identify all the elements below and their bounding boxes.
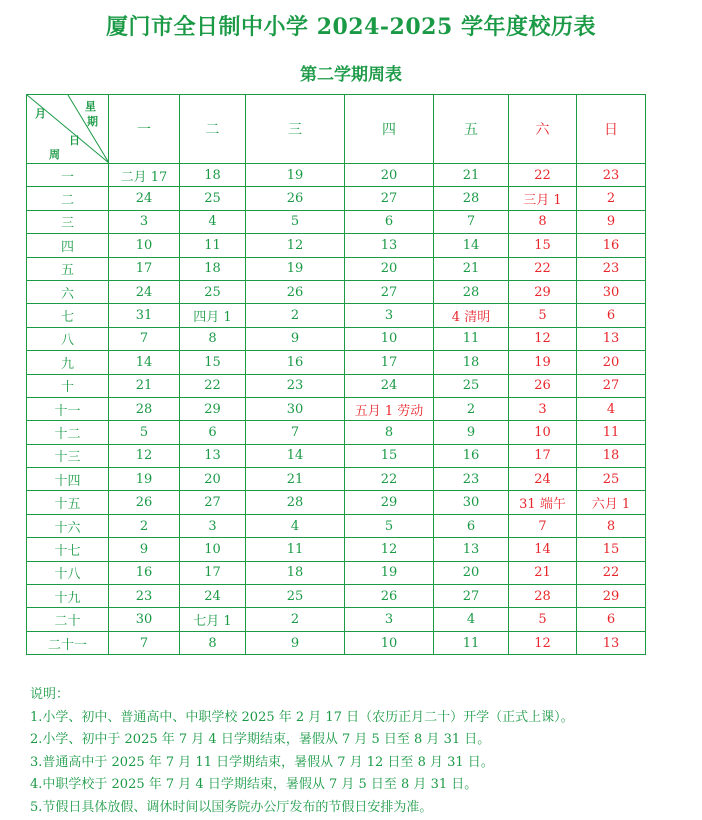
day-cell: 25 [246,585,345,608]
note-item: 1.小学、初中、普通高中、中职学校 2025 年 2 月 17 日（农历正月二十）开学（正式上课）。 [30,709,574,725]
day-cell: 27 [180,491,246,514]
week-number-cell: 六 [27,280,109,303]
day-cell: 8 [180,631,246,654]
week-row [27,234,646,257]
day-cell: 7 [109,631,180,654]
day-cell: 4 [246,514,345,537]
weekend-day-cell: 5 [509,304,577,327]
note-item: 4.中职学校于 2025 年 7 月 4 日学期结束，暑假从 7 月 5 日至 8 月 31 日。 [30,777,478,793]
day-cell: 21 [434,257,509,280]
day-cell: 21 [434,164,509,187]
weekend-day-cell: 9 [577,210,646,233]
weekday-header-weekend: 六 [509,95,577,164]
day-cell: 5 [246,210,345,233]
week-row [27,280,646,303]
weekend-day-cell: 23 [577,257,646,280]
weekend-day-cell: 6 [577,304,646,327]
week-row [27,187,646,210]
weekend-day-cell: 7 [509,514,577,537]
week-number-cell: 十二 [27,421,109,444]
day-cell: 4 [180,210,246,233]
weekend-day-cell: 16 [577,234,646,257]
day-cell: 13 [434,538,509,561]
day-cell: 3 [345,304,434,327]
day-cell: 6 [345,210,434,233]
page-subtitle: 第二学期周表 [300,65,402,85]
page-title: 厦门市全日制中小学 2024-2025 学年度校历表 [106,14,596,40]
weekend-day-cell: 22 [577,561,646,584]
day-cell: 12 [246,234,345,257]
note-item: 2.小学、初中于 2025 年 7 月 4 日学期结束，暑假从 7 月 5 日至 8 月 31 日。 [30,732,491,748]
weekend-day-cell: 29 [509,280,577,303]
day-cell: 28 [246,491,345,514]
calendar-table [26,94,646,655]
day-cell: 9 [246,327,345,350]
day-cell: 18 [434,351,509,374]
week-number-cell: 二十一 [27,631,109,654]
week-row [27,608,646,631]
day-cell: 10 [345,631,434,654]
day-cell: 7 [109,327,180,350]
weekend-day-cell: 18 [577,444,646,467]
week-number-cell: 十九 [27,585,109,608]
week-number-cell: 四 [27,234,109,257]
weekend-day-cell: 22 [509,257,577,280]
day-cell: 11 [434,631,509,654]
day-cell: 3 [180,514,246,537]
day-cell: 20 [180,468,246,491]
day-cell: 7 [434,210,509,233]
week-number-cell: 九 [27,351,109,374]
day-cell: 24 [345,374,434,397]
day-cell: 27 [434,585,509,608]
day-cell: 30 [434,491,509,514]
day-cell: 21 [246,468,345,491]
notes-heading: 说明： [30,687,70,702]
week-number-cell: 七 [27,304,109,327]
week-row [27,491,646,514]
day-cell: 17 [180,561,246,584]
weekend-day-cell: 12 [509,631,577,654]
calendar-body [27,164,646,655]
week-row [27,327,646,350]
weekend-day-cell: 2 [577,187,646,210]
weekend-day-cell: 10 [509,421,577,444]
week-number-cell: 十五 [27,491,109,514]
week-row [27,210,646,233]
weekend-day-cell: 4 [577,397,646,420]
day-cell: 6 [434,514,509,537]
weekday-header: 五 [434,95,509,164]
day-cell: 21 [109,374,180,397]
week-row [27,444,646,467]
week-row [27,351,646,374]
week-row [27,421,646,444]
day-cell: 24 [109,280,180,303]
weekend-day-cell: 11 [577,421,646,444]
week-number-cell: 二 [27,187,109,210]
weekend-day-cell: 12 [509,327,577,350]
day-cell: 14 [246,444,345,467]
weekend-day-cell: 30 [577,280,646,303]
day-cell: 26 [345,585,434,608]
day-cell: 七月 1 [180,608,246,631]
corner-weekday-label-1: 星 [85,100,96,113]
day-cell: 15 [180,351,246,374]
week-row [27,374,646,397]
day-cell: 2 [109,514,180,537]
weekend-day-cell: 28 [509,585,577,608]
day-cell: 3 [345,608,434,631]
corner-week-label: 周 [49,148,60,161]
day-cell: 10 [109,234,180,257]
weekend-day-cell: 20 [577,351,646,374]
note-item: 5.节假日具体放假、调休时间以国务院办公厅发布的节假日安排为准。 [30,799,433,815]
day-cell: 30 [246,397,345,420]
weekend-day-cell: 15 [577,538,646,561]
header-row [27,95,646,164]
day-cell: 29 [345,491,434,514]
weekend-day-cell: 5 [509,608,577,631]
week-row [27,538,646,561]
corner-weekday-label-2: 期 [87,115,98,128]
week-row [27,257,646,280]
day-cell: 28 [434,187,509,210]
weekend-day-cell: 31 端午 [509,491,577,514]
day-cell: 22 [345,468,434,491]
weekend-day-cell: 6 [577,608,646,631]
week-number-cell: 十一 [27,397,109,420]
weekday-header-weekend: 日 [577,95,646,164]
week-row [27,397,646,420]
week-row [27,514,646,537]
day-cell: 14 [109,351,180,374]
day-cell: 27 [345,187,434,210]
week-row [27,164,646,187]
day-cell: 12 [109,444,180,467]
weekend-day-cell: 29 [577,585,646,608]
weekend-day-cell: 27 [577,374,646,397]
day-cell: 2 [246,608,345,631]
day-cell: 16 [109,561,180,584]
day-cell: 3 [109,210,180,233]
weekend-day-cell: 8 [577,514,646,537]
week-number-cell: 一 [27,164,109,187]
day-cell: 13 [180,444,246,467]
day-cell: 18 [180,257,246,280]
day-cell: 8 [345,421,434,444]
day-cell: 16 [434,444,509,467]
day-cell: 20 [345,164,434,187]
week-row [27,468,646,491]
day-cell: 26 [246,187,345,210]
week-number-cell: 十七 [27,538,109,561]
holiday-day-cell: 五月 1 劳动 [345,397,434,420]
day-cell: 31 [109,304,180,327]
weekend-day-cell: 21 [509,561,577,584]
weekend-day-cell: 24 [509,468,577,491]
weekend-day-cell: 13 [577,327,646,350]
day-cell: 20 [345,257,434,280]
day-cell: 6 [180,421,246,444]
day-cell: 11 [434,327,509,350]
day-cell: 15 [345,444,434,467]
day-cell: 18 [246,561,345,584]
weekend-day-cell: 19 [509,351,577,374]
weekend-day-cell: 25 [577,468,646,491]
day-cell: 23 [109,585,180,608]
week-number-cell: 十三 [27,444,109,467]
weekend-day-cell: 26 [509,374,577,397]
week-number-cell: 二十 [27,608,109,631]
day-cell: 28 [434,280,509,303]
day-cell: 25 [180,187,246,210]
weekend-day-cell: 14 [509,538,577,561]
week-row [27,561,646,584]
day-cell: 19 [345,561,434,584]
day-cell: 26 [109,491,180,514]
day-cell: 24 [109,187,180,210]
day-cell: 17 [345,351,434,374]
weekday-header: 二 [180,95,246,164]
day-cell: 10 [345,327,434,350]
week-number-cell: 十八 [27,561,109,584]
week-number-cell: 十四 [27,468,109,491]
week-number-cell: 十 [27,374,109,397]
day-cell: 16 [246,351,345,374]
day-cell: 26 [246,280,345,303]
day-cell: 10 [180,538,246,561]
day-cell: 8 [180,327,246,350]
weekend-day-cell: 六月 1 [577,491,646,514]
day-cell: 13 [345,234,434,257]
week-number-cell: 五 [27,257,109,280]
day-cell: 二月 17 [109,164,180,187]
day-cell: 29 [180,397,246,420]
day-cell: 2 [246,304,345,327]
day-cell: 12 [345,538,434,561]
week-number-cell: 八 [27,327,109,350]
note-item: 3.普通高中于 2025 年 7 月 11 日学期结束，暑假从 7 月 12 日至 8 月 31 日。 [30,754,494,770]
day-cell: 20 [434,561,509,584]
weekday-header: 三 [246,95,345,164]
day-cell: 30 [109,608,180,631]
week-number-cell: 三 [27,210,109,233]
weekend-day-cell: 8 [509,210,577,233]
week-number-cell: 十六 [27,514,109,537]
day-cell: 19 [246,164,345,187]
weekday-header: 一 [109,95,180,164]
day-cell: 27 [345,280,434,303]
day-cell: 11 [180,234,246,257]
day-cell: 25 [434,374,509,397]
day-cell: 25 [180,280,246,303]
weekend-day-cell: 23 [577,164,646,187]
weekend-day-cell: 三月 1 [509,187,577,210]
day-cell: 4 [434,608,509,631]
day-cell: 9 [246,631,345,654]
weekend-day-cell: 15 [509,234,577,257]
day-cell: 23 [434,468,509,491]
day-cell: 17 [109,257,180,280]
day-cell: 2 [434,397,509,420]
day-cell: 19 [109,468,180,491]
day-cell: 18 [180,164,246,187]
day-cell: 22 [180,374,246,397]
day-cell: 5 [109,421,180,444]
notes-section [30,684,690,820]
day-cell: 7 [246,421,345,444]
day-cell: 23 [246,374,345,397]
corner-cell [27,95,109,164]
weekend-day-cell: 17 [509,444,577,467]
week-row [27,585,646,608]
weekend-day-cell: 22 [509,164,577,187]
day-cell: 四月 1 [180,304,246,327]
day-cell: 28 [109,397,180,420]
day-cell: 24 [180,585,246,608]
corner-day-label: 日 [69,134,80,147]
week-row [27,304,646,327]
day-cell: 11 [246,538,345,561]
day-cell: 9 [109,538,180,561]
day-cell: 9 [434,421,509,444]
week-row [27,631,646,654]
holiday-day-cell: 4 清明 [434,304,509,327]
day-cell: 5 [345,514,434,537]
weekend-day-cell: 13 [577,631,646,654]
corner-month-label: 月 [35,107,46,120]
weekend-day-cell: 3 [509,397,577,420]
diagonal-lines [27,95,109,163]
weekday-header: 四 [345,95,434,164]
day-cell: 19 [246,257,345,280]
day-cell: 14 [434,234,509,257]
